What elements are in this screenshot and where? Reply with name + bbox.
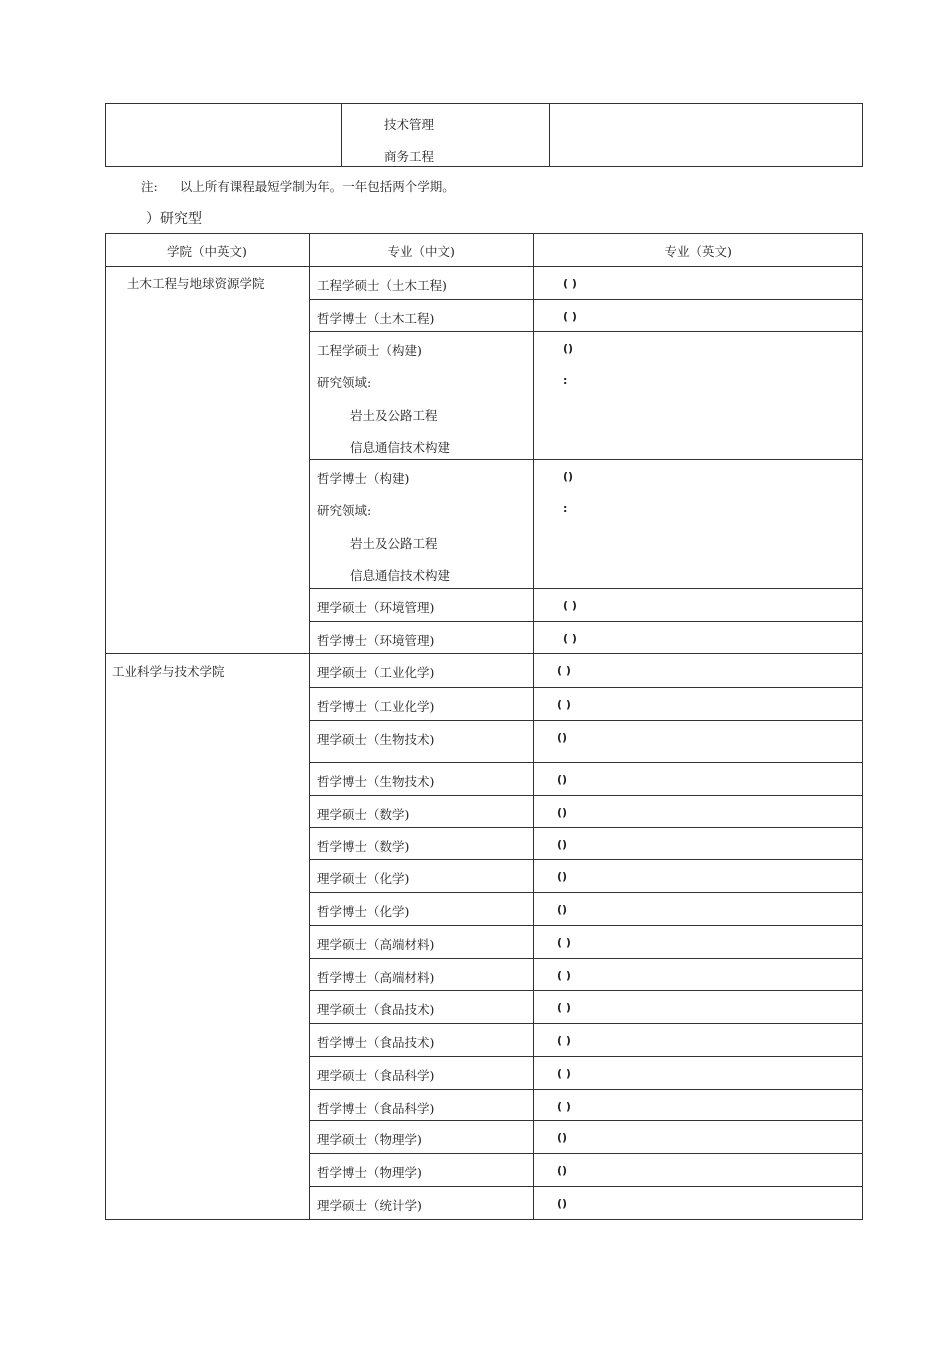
table-border-right [862, 233, 863, 1219]
table-rule [309, 1089, 863, 1090]
major-en: ( ) [557, 936, 571, 949]
major-cn: 理学硕士（环境管理) [317, 600, 435, 615]
major-cn: 哲学博士（土木工程) [317, 311, 435, 326]
column-header: 学院（中英文) [167, 244, 247, 259]
major-cn: 哲学博士（化学) [317, 904, 410, 919]
research-area-item: 信息通信技术构建 [350, 439, 451, 455]
major-cn: 哲学博士（物理学) [317, 1165, 422, 1180]
column-header: 专业（中文) [387, 244, 455, 259]
table-rule [309, 827, 863, 828]
table-rule [309, 1056, 863, 1057]
major-en: ( ) [557, 698, 571, 711]
table-rule [309, 795, 863, 796]
major-en: ( ) [563, 310, 577, 323]
major-en: () [563, 470, 574, 483]
major-en: () [557, 1131, 568, 1144]
major-cn: 工程学硕士（土木工程) [317, 278, 447, 293]
column-divider [309, 233, 310, 1219]
table-rule [309, 1186, 863, 1187]
major-cn: 哲学博士（环境管理) [317, 633, 435, 648]
major-cn: 理学硕士（高端材料) [317, 937, 435, 952]
major-cn: 哲学博士（构建) [317, 471, 410, 486]
table-rule [309, 1120, 863, 1121]
table-border-left [105, 233, 106, 1219]
column-divider [549, 104, 550, 166]
major-en: ( ) [557, 1001, 571, 1014]
major-cn: 哲学博士（数学) [317, 839, 410, 854]
major-en: () [557, 903, 568, 916]
research-area-label: 研究领域: [317, 503, 372, 519]
major-en: ( ) [557, 1067, 571, 1080]
table-rule [309, 459, 863, 460]
table-rule [309, 331, 863, 332]
table-rule [309, 299, 863, 300]
major-en: () [557, 1197, 568, 1210]
major-en: ( ) [557, 1100, 571, 1113]
major-en: () [557, 731, 568, 744]
college-name: 工业科学与技术学院 [112, 664, 225, 679]
college-name: 土木工程与地球资源学院 [127, 276, 265, 291]
footnote-label: 注: [141, 179, 158, 194]
major-cn: 理学硕士（化学) [317, 871, 410, 886]
major-cn: 哲学博士（生物技术) [317, 774, 435, 789]
major-en: ( ) [563, 632, 577, 645]
major-cn: 理学硕士（物理学) [317, 1132, 422, 1147]
column-divider [533, 233, 534, 1219]
major-en: () [557, 1164, 568, 1177]
table-rule [309, 925, 863, 926]
footnote-text: 以上所有课程最短学制为年。一年包括两个学期。 [179, 179, 455, 194]
research-area-item: 岩土及公路工程 [350, 535, 438, 551]
table-rule [309, 958, 863, 959]
table-rule [309, 588, 863, 589]
major-en: ( ) [563, 599, 577, 612]
table-rule [309, 859, 863, 860]
major-cn: 哲学博士（食品技术) [317, 1035, 435, 1050]
major-en: () [557, 806, 568, 819]
major-en: : [563, 374, 568, 387]
major-cn: 理学硕士（统计学) [317, 1198, 422, 1213]
major-en: ( ) [557, 664, 571, 677]
table-rule-full [105, 1219, 863, 1220]
column-divider [341, 104, 342, 166]
program-line: 技术管理 [384, 117, 435, 132]
research-area-item: 信息通信技术构建 [350, 567, 451, 583]
section-heading: ）研究型 [146, 211, 202, 227]
table-rule [309, 892, 863, 893]
major-en: ( ) [557, 1034, 571, 1047]
major-cn: 理学硕士（工业化学) [317, 665, 435, 680]
table-rule-full [105, 653, 863, 654]
table-rule-full [105, 266, 863, 267]
major-en: () [563, 342, 574, 355]
footnote [141, 177, 455, 195]
continuation-table [105, 103, 863, 167]
major-en: : [563, 502, 568, 515]
major-cn: 理学硕士（食品技术) [317, 1002, 435, 1017]
major-cn: 理学硕士（生物技术) [317, 732, 435, 747]
table-rule [309, 990, 863, 991]
table-rule [309, 762, 863, 763]
research-area-item: 岩土及公路工程 [350, 407, 438, 423]
table-rule [309, 687, 863, 688]
program-line: 商务工程 [384, 149, 435, 164]
major-cn: 工程学硕士（构建) [317, 343, 422, 358]
research-programs-table [105, 233, 863, 1220]
major-en: ( ) [563, 277, 577, 290]
table-rule [309, 1153, 863, 1154]
column-header: 专业（英文) [664, 244, 732, 259]
table-rule-full [105, 233, 863, 234]
table-rule [309, 1023, 863, 1024]
major-en: ( ) [557, 969, 571, 982]
table-rule [309, 621, 863, 622]
major-cn: 哲学博士（食品科学) [317, 1101, 435, 1116]
major-en: () [557, 870, 568, 883]
major-cn: 哲学博士（高端材料) [317, 970, 435, 985]
table-rule [309, 720, 863, 721]
major-en: () [557, 838, 568, 851]
major-cn: 理学硕士（数学) [317, 807, 410, 822]
major-en: () [557, 773, 568, 786]
major-cn: 理学硕士（食品科学) [317, 1068, 435, 1083]
major-cn: 哲学博士（工业化学) [317, 699, 435, 714]
research-area-label: 研究领域: [317, 375, 372, 391]
